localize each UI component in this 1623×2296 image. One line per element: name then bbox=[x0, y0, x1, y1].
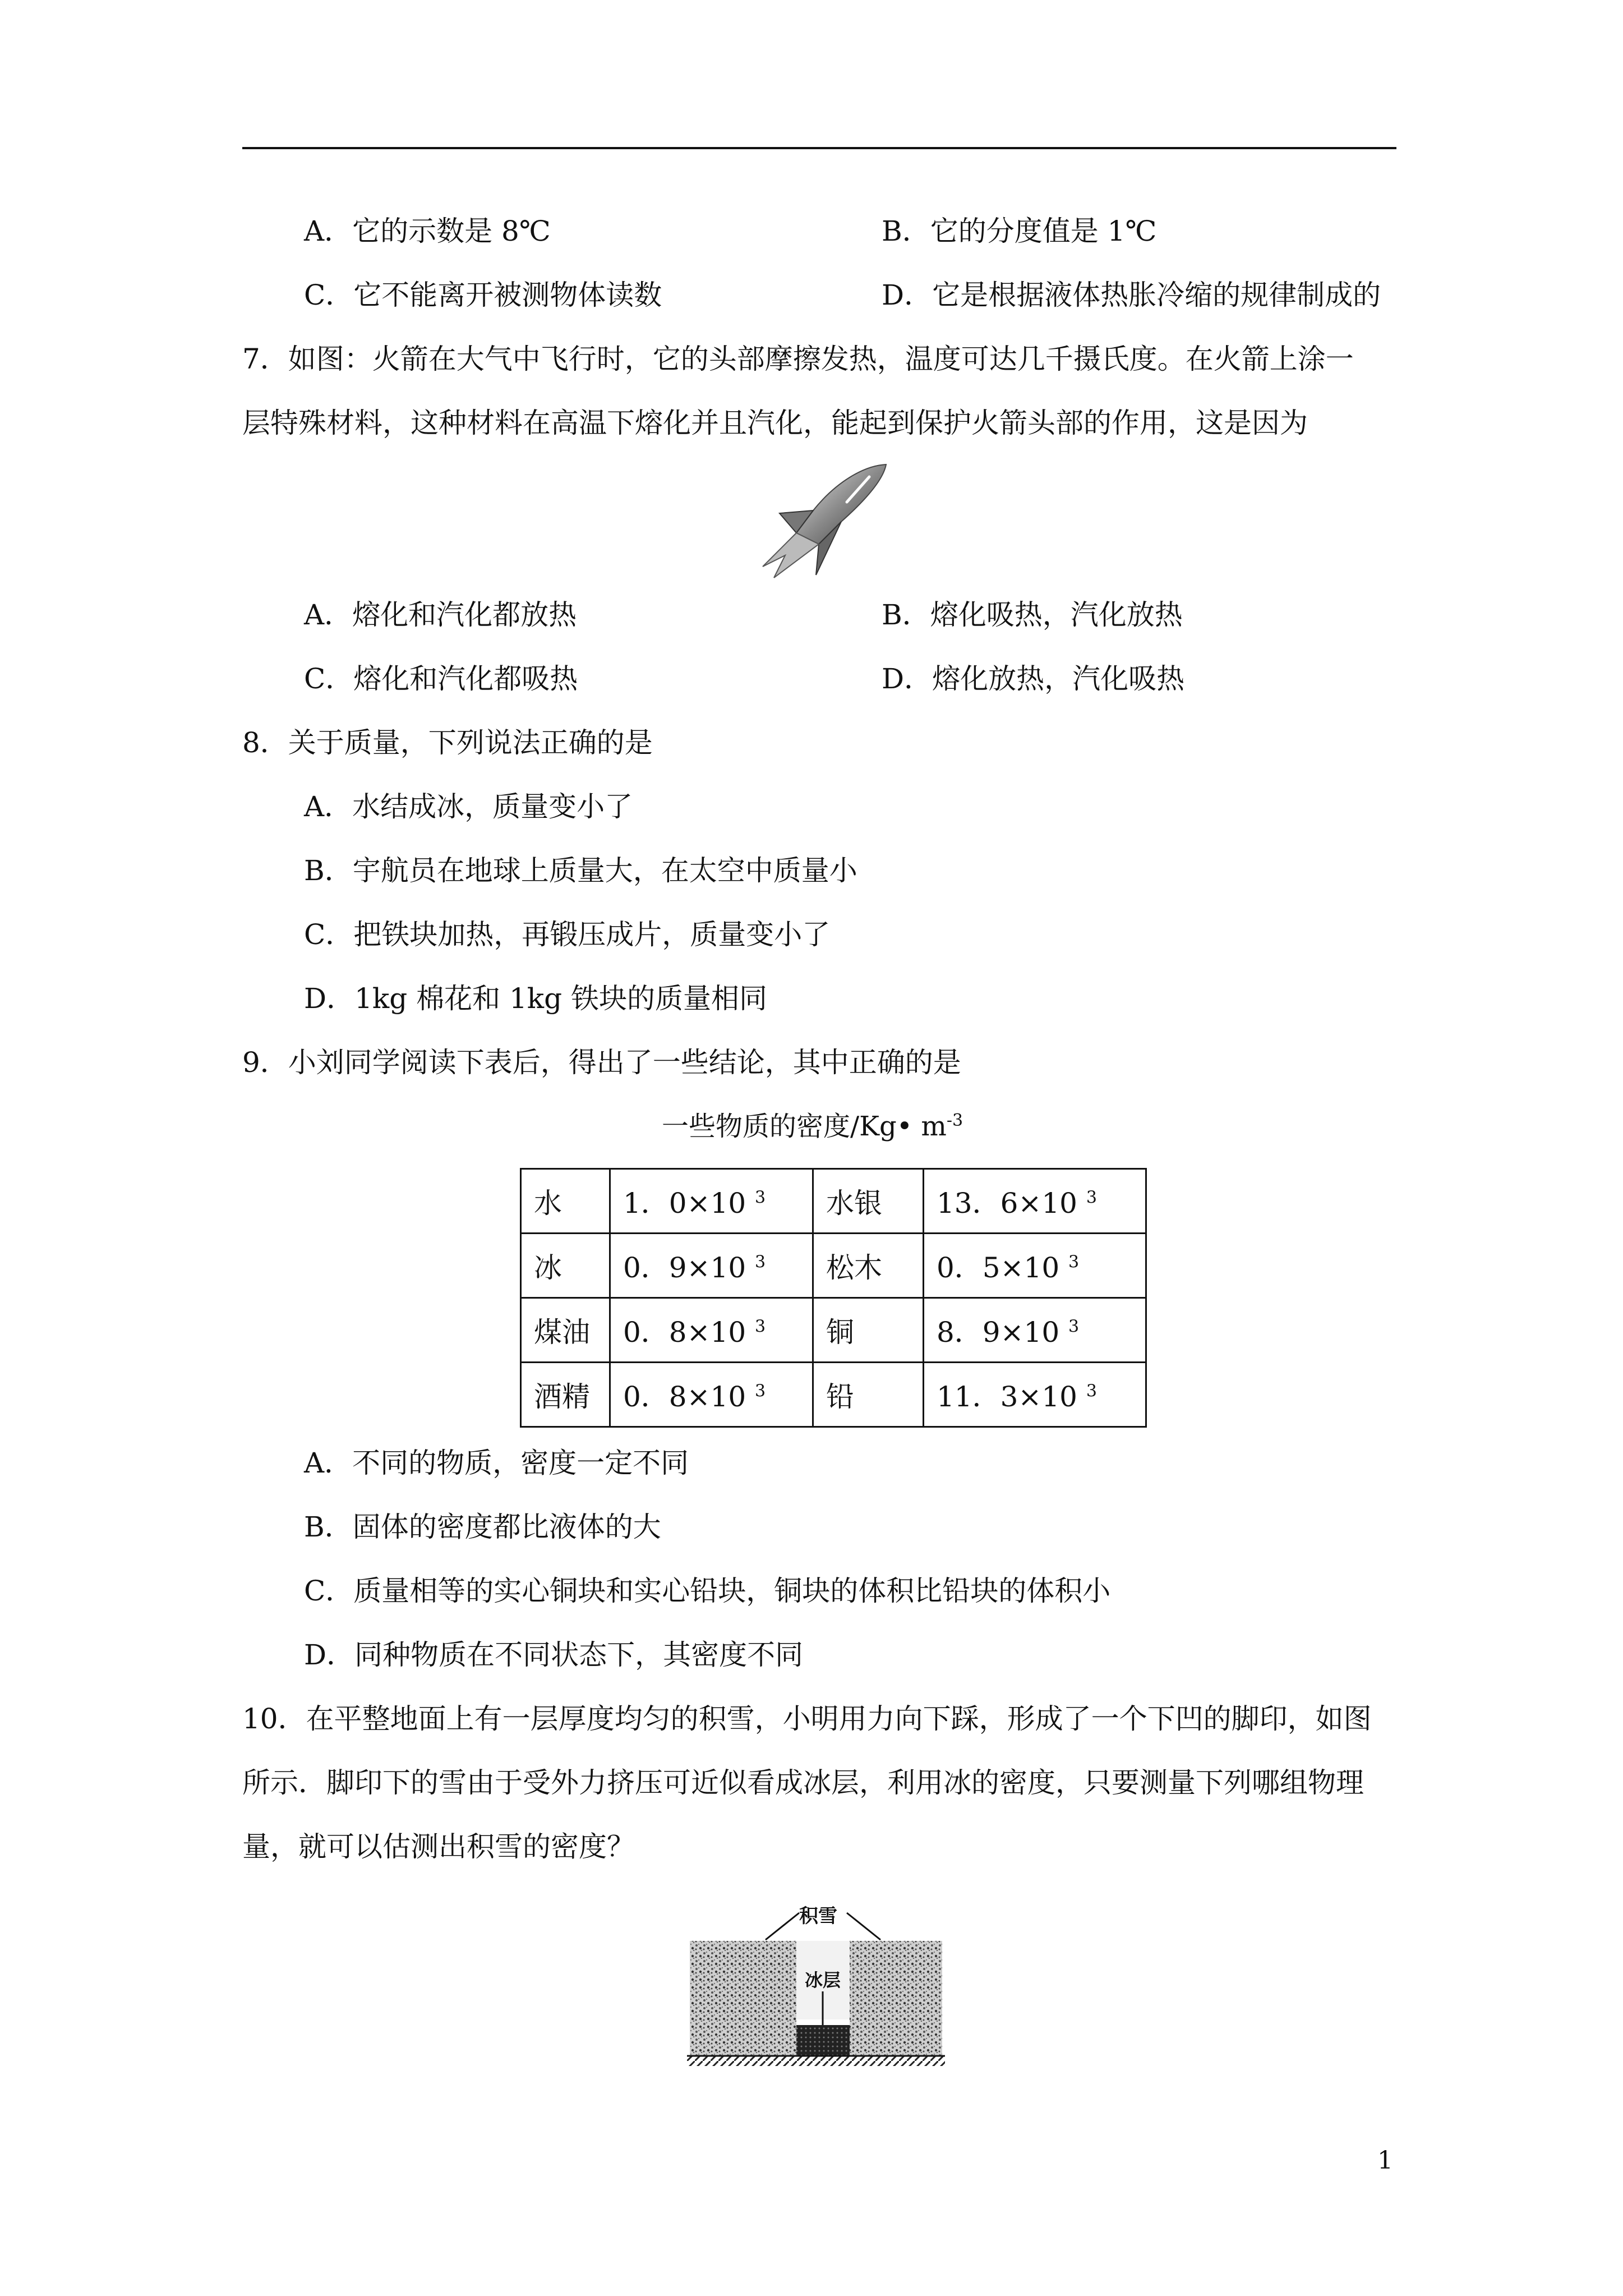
q8-option-a: A．水结成冰，质量变小了 bbox=[304, 790, 633, 823]
q7-option-d: D．熔化放热，汽化吸热 bbox=[882, 662, 1185, 695]
substance-name: 松木 bbox=[813, 1234, 924, 1298]
table-row bbox=[521, 1234, 1146, 1298]
rocket-illustration bbox=[757, 460, 892, 581]
substance-name: 冰 bbox=[521, 1234, 610, 1298]
density-value: 0．8×10 $^3$ bbox=[610, 1363, 813, 1427]
q10-stem-line2: 所示．脚印下的雪由于受外力挤压可近似看成冰层，利用冰的密度，只要测量下列哪组物理 bbox=[242, 1766, 1364, 1799]
q9-option-d: D．同种物质在不同状态下，其密度不同 bbox=[304, 1639, 804, 1671]
label-snow: 积雪 bbox=[799, 1905, 837, 1927]
density-value: 0．8×10 $^3$ bbox=[610, 1298, 813, 1363]
substance-name: 铅 bbox=[813, 1363, 924, 1427]
q8-option-c: C．把铁块加热，再锻压成片，质量变小了 bbox=[304, 918, 831, 951]
snow-footprint-diagram bbox=[687, 1896, 945, 2081]
q6-option-a: A．它的示数是 8℃ bbox=[304, 215, 551, 247]
label-ice: 冰层 bbox=[805, 1970, 841, 1991]
q9-option-c: C．质量相等的实心铜块和实心铅块，铜块的体积比铅块的体积小 bbox=[304, 1575, 1111, 1607]
header-rule bbox=[242, 147, 1396, 149]
density-value: 0．9×10 $^3$ bbox=[610, 1234, 813, 1298]
q9-stem: 9．小刘同学阅读下表后，得出了一些结论，其中正确的是 bbox=[242, 1046, 961, 1079]
table-row bbox=[521, 1298, 1146, 1363]
q7-stem-line2: 层特殊材料，这种材料在高温下熔化并且汽化，能起到保护火箭头部的作用，这是因为 bbox=[242, 407, 1308, 439]
density-value: 11．3×10 $^3$ bbox=[924, 1363, 1146, 1427]
substance-name: 水银 bbox=[813, 1169, 924, 1234]
q8-option-b: B．宇航员在地球上质量大，在太空中质量小 bbox=[304, 854, 857, 887]
density-value: 8．9×10 $^3$ bbox=[924, 1298, 1146, 1363]
q7-stem-line1: 7．如图：火箭在大气中飞行时，它的头部摩擦发热，温度可达几千摄氏度。在火箭上涂一 bbox=[242, 343, 1354, 375]
q6-option-b: B．它的分度值是 1℃ bbox=[882, 215, 1157, 247]
page-number: 1 bbox=[1377, 2146, 1393, 2175]
q6-option-c: C．它不能离开被测物体读数 bbox=[304, 279, 662, 311]
substance-name: 煤油 bbox=[521, 1298, 610, 1363]
table-row bbox=[521, 1169, 1146, 1234]
q7-option-b: B．熔化吸热，汽化放热 bbox=[882, 599, 1183, 631]
q10-stem-line1: 10．在平整地面上有一层厚度均匀的积雪，小明用力向下踩，形成了一个下凹的脚印，如图 bbox=[242, 1703, 1372, 1735]
density-table bbox=[520, 1168, 1147, 1428]
q10-stem-line3: 量，就可以估测出积雪的密度？ bbox=[242, 1830, 635, 1863]
q7-option-c: C．熔化和汽化都吸热 bbox=[304, 662, 578, 695]
substance-name: 酒精 bbox=[521, 1363, 610, 1427]
substance-name: 铜 bbox=[813, 1298, 924, 1363]
substance-name: 水 bbox=[521, 1169, 610, 1234]
q9-option-b: B．固体的密度都比液体的大 bbox=[304, 1511, 661, 1543]
q9-option-a: A．不同的物质，密度一定不同 bbox=[304, 1447, 689, 1479]
table-row bbox=[521, 1363, 1146, 1427]
q7-option-a: A．熔化和汽化都放热 bbox=[304, 599, 577, 631]
q8-option-d: D．1kg 棉花和 1kg 铁块的质量相同 bbox=[304, 982, 768, 1015]
table-caption: 一些物质的密度/Kg• $m^{-3}$ bbox=[662, 1111, 963, 1142]
density-value: 13．6×10 $^3$ bbox=[924, 1169, 1146, 1234]
q6-option-d: D．它是根据液体热胀冷缩的规律制成的 bbox=[882, 279, 1381, 311]
density-value: 0．5×10 $^3$ bbox=[924, 1234, 1146, 1298]
q8-stem: 8．关于质量，下列说法正确的是 bbox=[242, 726, 653, 759]
density-value: 1．0×10 $^3$ bbox=[610, 1169, 813, 1234]
